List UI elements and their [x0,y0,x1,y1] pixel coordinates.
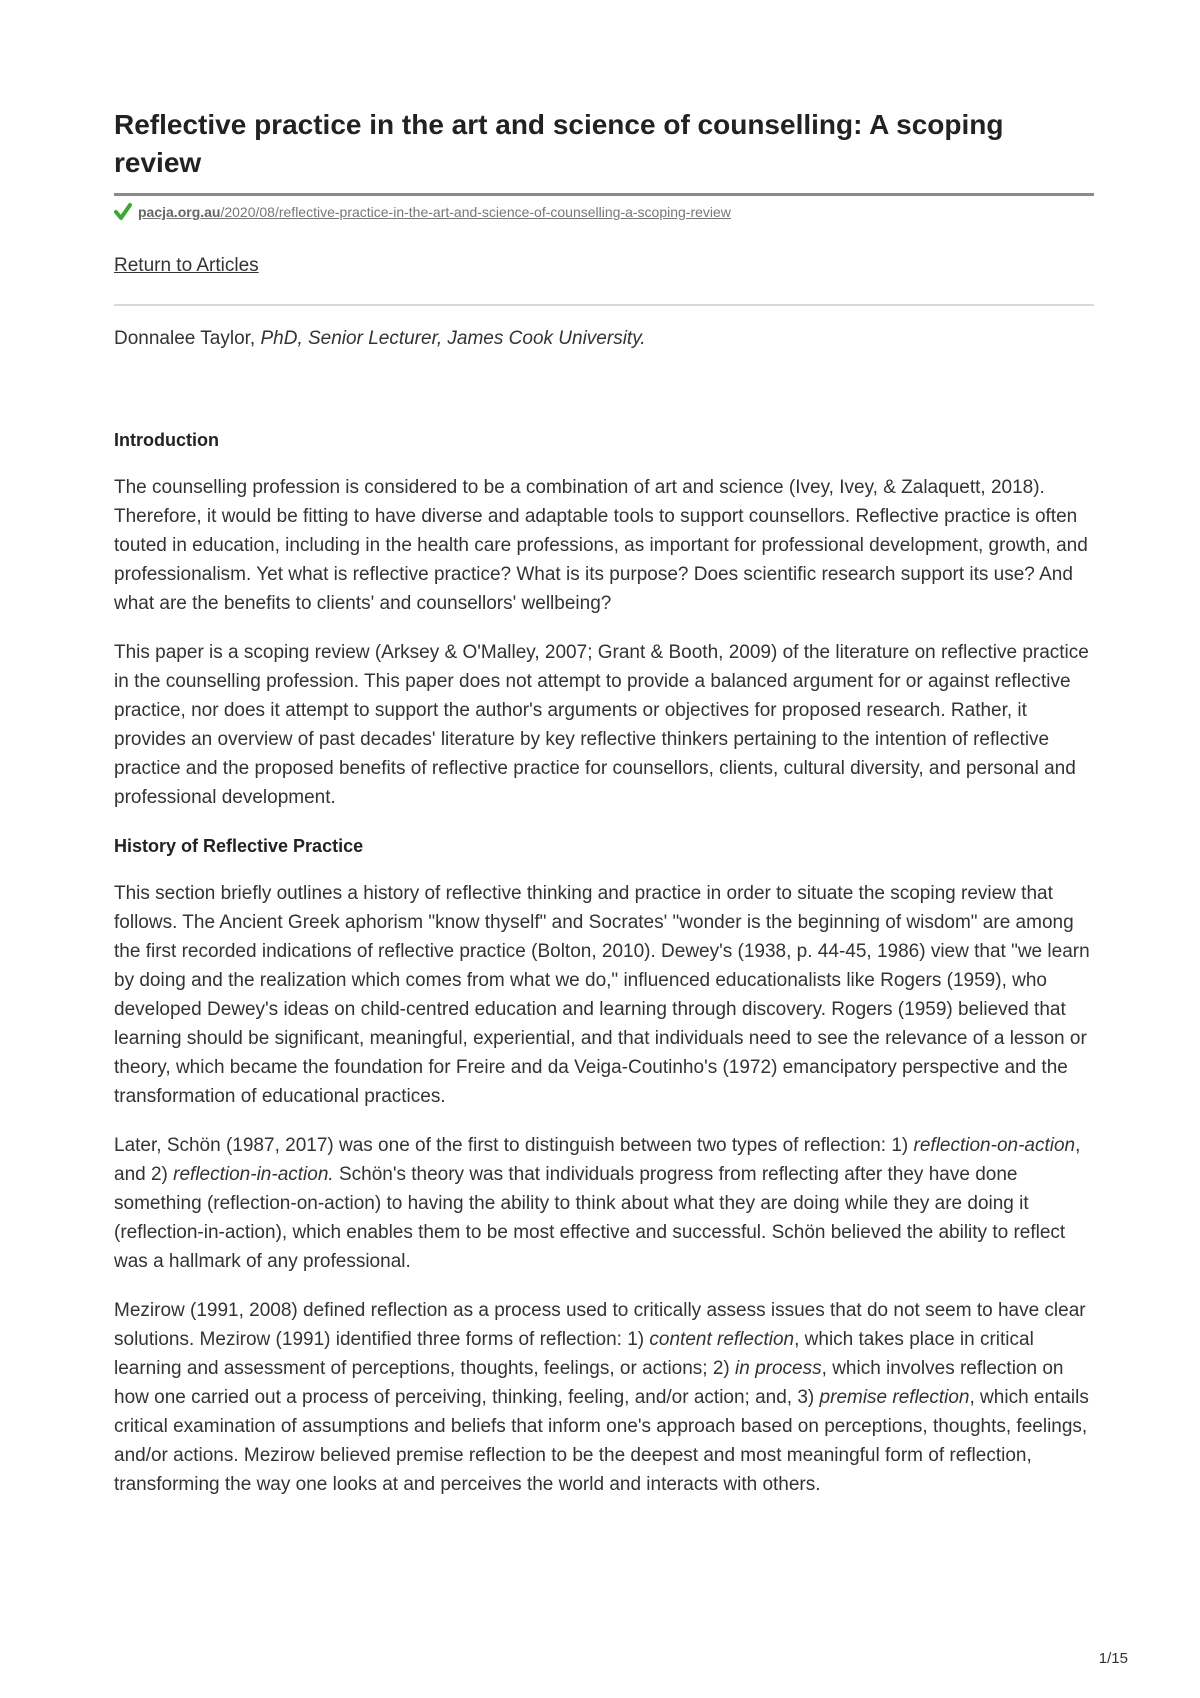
schon-text-3: Schön's theory was that individuals progress from reflecting after they have done something (reflection-on-action) to having the ability to think about what they are doing while they are doing it (reflection-in-action), which enables them to be most effective and successful. Schön believed the ability to reflect was a hallmark of any professional. [114,1164,1066,1272]
author-name: Donnalee Taylor, [114,328,261,349]
mezirow-term-3: premise reflection [819,1387,970,1408]
return-to-articles-link[interactable]: Return to Articles [114,255,259,276]
schon-term-2: reflection-in-action. [173,1164,334,1185]
schon-term-1: reflection-on-action [913,1135,1076,1156]
author-role: PhD, Senior Lecturer, James Cook University. [260,328,646,349]
intro-paragraph-2: This paper is a scoping review (Arksey & O'Malley, 2007; Grant & Booth, 2009) of the literature on reflective practice in the counselling profession. This paper does not attempt to provide a balanced argument for or against reflective practice, nor does it attempt to support the author's arguments or objectives for proposed research. Rather, it provides an overview of past decades' literature by key reflective thinkers pertaining to the intention of reflective practice and the proposed benefits of reflective practice for counsellors, clients, cultural diversity, and personal and professional development. [114,642,1089,808]
source-url [114,201,731,223]
mezirow-term-1: content reflection [649,1329,795,1350]
mezirow-text-2: , which takes place in critical learning and assessment of perceptions, thoughts, feelings, or actions; 2) [114,1329,1034,1379]
source-path: /2020/08/reflective-practice-in-the-art-and-science-of-counselling-a-scoping-review [220,204,731,220]
mezirow-text-3: , which involves reflection on how one carried out a process of perceiving, thinking, feeling, and/or action; and, 3) [114,1358,1064,1408]
schon-text-1: Later, Schön (1987, 2017) was one of the first to distinguish between two types of reflection: 1) [114,1135,914,1156]
history-heading: History of Reflective Practice [114,836,364,856]
article-title: Reflective practice in the art and science of counselling: A scoping review [114,109,1004,178]
author-line [114,328,646,350]
header-divider [114,304,1094,306]
mezirow-text-1: Mezirow (1991, 2008) defined reflection as a process used to critically assess issues that do not seem to have clear solutions. Mezirow (1991) identified three forms of reflection: 1) [114,1300,1086,1350]
schon-text-2: , and 2) [114,1135,1081,1185]
article-body [114,426,1094,1519]
verified-check-icon [114,203,132,221]
mezirow-paragraph [114,1296,1094,1499]
page-number: 1/15 [1098,1650,1128,1667]
mezirow-term-2: in process [735,1358,822,1379]
introduction-heading: Introduction [114,430,219,450]
schon-paragraph [114,1131,1094,1276]
history-paragraph-1: This section briefly outlines a history of reflective thinking and practice in order to situate the scoping review that follows. The Ancient Greek aphorism "know thyself" and Socrates' "wonder is the beginning of wisdom" are among the first recorded indications of reflective practice (Bolton, 2010). Dewey's (1938, p. 44-45, 1986) view that "we learn by doing and the realization which comes from what we do," influenced educationalists like Rogers (1959), who developed Dewey's ideas on child-centred education and learning through discovery. Rogers (1959) believed that learning should be significant, meaningful, experiential, and that individuals need to see the relevance of a lesson or theory, which became the foundation for Freire and da Veiga-Coutinho's (1972) emancipatory perspective and the transformation of educational practices. [114,883,1090,1107]
title-divider [114,193,1094,196]
mezirow-text-4: , which entails critical examination of assumptions and beliefs that inform one's approach based on perceptions, thoughts, feelings, and/or actions. Mezirow believed premise reflection to be the deepest and most meaningful form of reflection, transforming the way one looks at and perceives the world and interacts with others. [114,1387,1089,1495]
source-domain: pacja.org.au [138,204,221,220]
source-link[interactable] [138,204,731,220]
intro-paragraph-1: The counselling profession is considered to be a combination of art and science (Ivey, Ivey, & Zalaquett, 2018). Therefore, it would be fitting to have diverse and adaptable tools to support counsellors. Reflective practice is often touted in education, including in the health care professions, as important for professional development, growth, and professionalism. Yet what is reflective practice? What is its purpose? Does scientific research support its use? And what are the benefits to clients' and counsellors' wellbeing? [114,477,1088,614]
